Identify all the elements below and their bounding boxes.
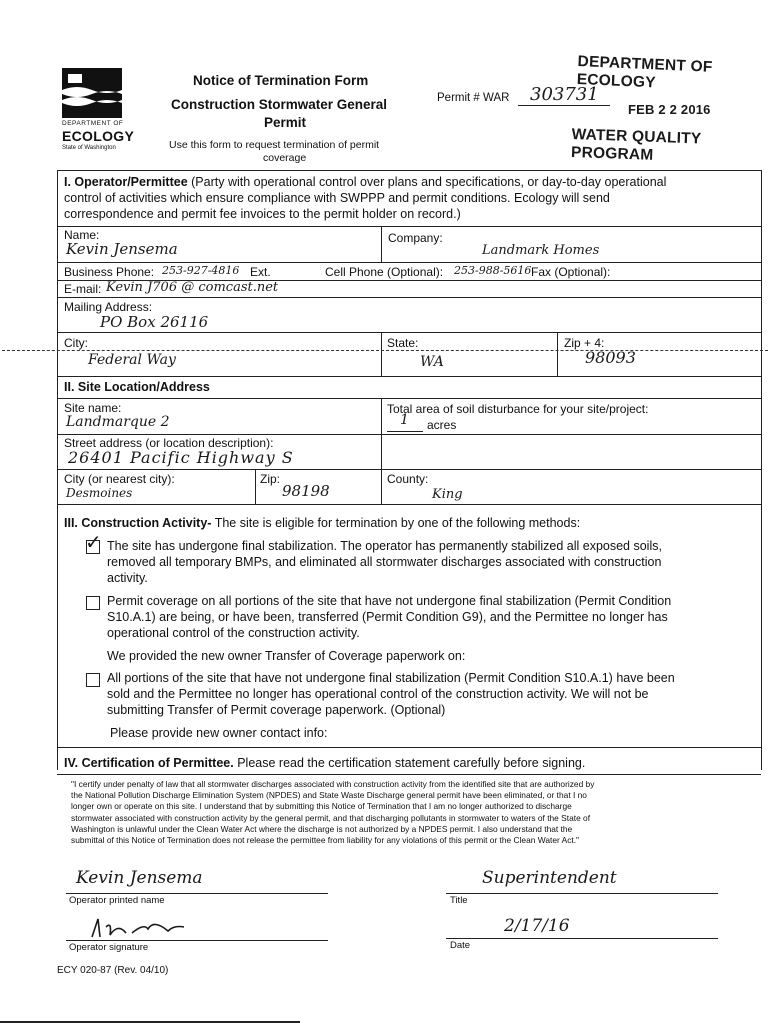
printed-name-label: Operator printed name (69, 895, 165, 906)
section1-line3: correspondence and permit fee invoices to the permit holder on record.) (64, 207, 461, 221)
street-label: Street address (or location description): (64, 436, 274, 450)
zip-label: Zip + 4: (564, 336, 605, 350)
option2-text-3: operational control of the construction activity. (107, 626, 360, 640)
street-field[interactable]: 26401 Pacific Highway S (68, 448, 294, 467)
section4-heading: IV. Certification of Permittee. Please read the certification statement carefully before signing. (64, 756, 586, 770)
cell-phone-label: Cell Phone (Optional): (325, 265, 444, 279)
stamp-program: WATER QUALITY PROGRAM (570, 126, 702, 164)
printed-name-field[interactable]: Kevin Jensema (76, 868, 203, 888)
section1-heading: I. Operator/Permittee (Party with operational control over plans and specifications, or day-to-day operational (64, 175, 667, 189)
option1-text-3: activity. (107, 571, 148, 585)
form-title: Notice of Termination Form (193, 73, 369, 88)
cert-line: stormwater associated with construction activity by the general permit, and that discharging pollutants in stormwater to waters of the State of (71, 812, 591, 823)
permit-number-line (518, 105, 610, 106)
business-phone-field[interactable]: 253-927-4816 (162, 264, 240, 277)
fax-label: Fax (Optional): (531, 265, 611, 279)
logo-name: ECOLOGY (62, 128, 135, 144)
permit-number: 303731 (530, 84, 599, 105)
state-label: State: (387, 336, 419, 350)
state-field[interactable]: WA (420, 354, 444, 370)
stamp-dept: DEPARTMENT OF ECOLOGY (576, 53, 713, 92)
section2-heading: II. Site Location/Address (64, 380, 210, 394)
option1-text-1: The site has undergone final stabilization. The operator has permanently stabilized all exposed soils, (107, 539, 662, 553)
checkmark-icon: ✓ (85, 530, 102, 554)
option2-text-4: We provided the new owner Transfer of Coverage paperwork on: (107, 649, 466, 663)
email-label: E-mail: (64, 282, 102, 296)
ecology-logo (62, 68, 152, 154)
option3-text-1: All portions of the site that have not undergone final stabilization (Permit Condition S10.A.1) have been (107, 671, 675, 685)
permit-label: Permit # WAR (437, 92, 510, 104)
section1-line2: control of activities which ensure compliance with SWPPP and permit conditions. Ecology will send (64, 191, 610, 205)
logo-dept: DEPARTMENT OF (62, 120, 124, 127)
date-field[interactable]: 2/17/16 (504, 916, 570, 936)
title-field[interactable]: Superintendent (482, 868, 617, 888)
stamp-date: FEB 2 2 2016 (628, 102, 711, 117)
city-label: City: (64, 336, 88, 350)
site-name-label: Site name: (64, 401, 122, 415)
name-label: Name: (64, 228, 100, 242)
ecology-logo-icon (62, 68, 122, 118)
option1-text-2: removed all temporary BMPs, and eliminated all stormwater discharges associated with construction (107, 555, 662, 569)
form-top-border (57, 170, 761, 171)
option2-text-2: S10.A.1) are being, or have been, transferred (Permit Condition G9), and the Permittee no longer has (107, 610, 668, 624)
mailing-address-field[interactable]: PO Box 26116 (100, 313, 209, 331)
form-right-border (761, 170, 762, 770)
site-name-field[interactable]: Landmarque 2 (66, 414, 170, 430)
form-instruction-1: Use this form to request termination of permit (169, 139, 380, 151)
section3-heading: III. Construction Activity- The site is eligible for termination by one of the following methods: (64, 516, 581, 530)
cell-phone-field[interactable]: 253-988-5616 (454, 264, 532, 277)
option2-checkbox[interactable] (86, 596, 100, 610)
site-zip-label: Zip: (260, 472, 281, 486)
certification-statement (71, 779, 761, 846)
signature-label: Operator signature (69, 942, 149, 953)
cert-line: the National Pollution Discharge Elimination System (NPDES) and State Waste Discharge general permit have been eliminated, or that I no (71, 790, 587, 801)
county-label: County: (387, 472, 429, 486)
zip-field[interactable]: 98093 (585, 348, 636, 367)
option2-text-1: Permit coverage on all portions of the site that have not undergone final stabilization (Permit Condition (107, 594, 672, 608)
title-label: Title (450, 895, 468, 906)
signature-scribble-icon (88, 913, 198, 943)
site-city-label: City (or nearest city): (64, 472, 175, 486)
option3-checkbox[interactable] (86, 673, 100, 687)
company-field[interactable]: Landmark Homes (482, 243, 600, 258)
area-label: Total area of soil disturbance for your site/project: (387, 402, 649, 416)
cert-line: "I certify under penalty of law that all stormwater discharges associated with construction activity from the identified site that are authorized by (71, 779, 595, 789)
area-unit: acres (427, 418, 457, 432)
form-number: ECY 020-87 (Rev. 04/10) (57, 965, 169, 976)
date-label: Date (450, 940, 471, 951)
name-field[interactable]: Kevin Jensema (66, 240, 178, 258)
form-instruction-2: coverage (263, 152, 307, 164)
site-city-field[interactable]: Desmoines (66, 486, 133, 500)
business-phone-label: Business Phone: (64, 265, 155, 279)
cert-line: Washington is unlawful under the Clean Water Act where the discharge is not authorized by a NPDES permit. I also understand that the (71, 823, 573, 834)
city-field[interactable]: Federal Way (88, 352, 176, 368)
operator-signature[interactable] (88, 913, 198, 943)
form-left-border (57, 170, 58, 770)
area-field[interactable]: 1 (400, 412, 409, 428)
logo-state: State of Washington (62, 145, 116, 151)
cert-line: submittal of this Notice of Termination does not release the permittee from liability for any violations of this permit or the Clean Water Act." (71, 835, 580, 846)
county-field[interactable]: King (432, 487, 463, 502)
form-subtitle-1: Construction Stormwater General (171, 97, 388, 112)
mailing-address-label: Mailing Address: (64, 300, 153, 314)
bottom-scan-edge (0, 1021, 300, 1023)
option3-text-4: Please provide new owner contact info: (110, 726, 328, 740)
option3-text-2: sold and the Permittee no longer has operational control of the construction activity. We will not be (107, 687, 649, 701)
company-label: Company: (388, 231, 443, 245)
email-field[interactable]: Kevin J706 @ comcast.net (106, 280, 279, 295)
margin-scan-line (2, 350, 768, 351)
form-subtitle-2: Permit (264, 115, 307, 130)
option3-text-3: submitting Transfer of Permit coverage paperwork. (Optional) (107, 703, 446, 717)
ext-label: Ext. (250, 265, 271, 279)
cert-line: longer own or operate on this site. I understand that by submitting this Notice of Termination that I am no longer authorized to discharge (71, 801, 572, 812)
site-zip-field[interactable]: 98198 (282, 482, 330, 500)
